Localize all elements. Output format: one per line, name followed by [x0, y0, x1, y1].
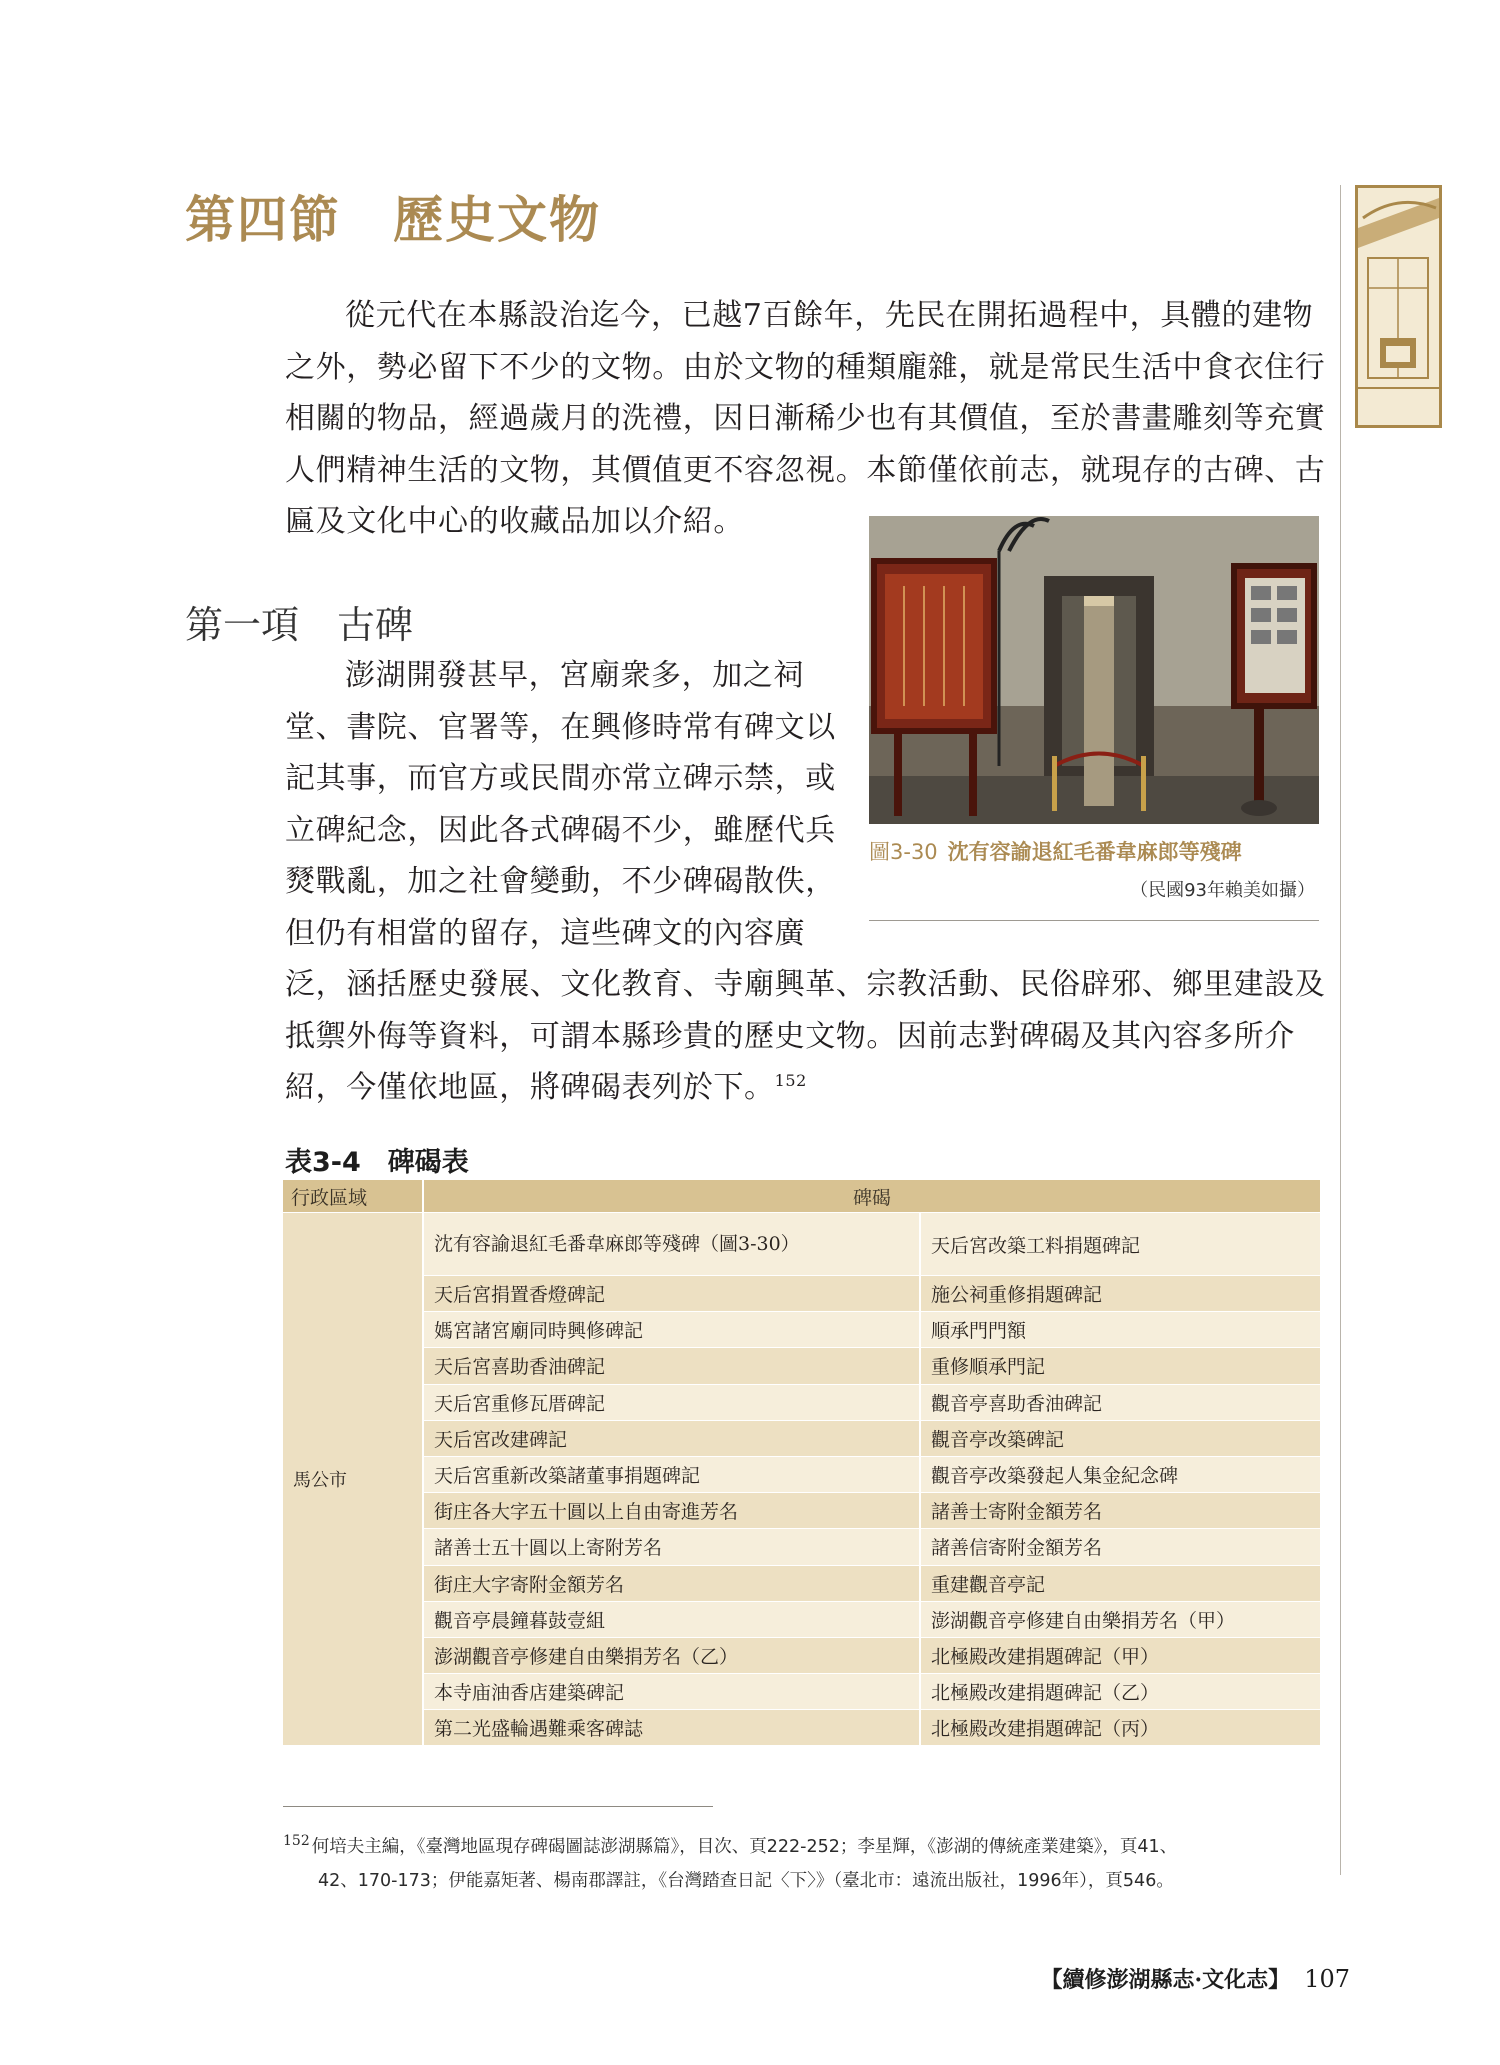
- table-row: [283, 1456, 1321, 1492]
- text-line: 抵禦外侮等資料，可謂本縣珍貴的歷史文物。因前志對碑碣及其內容多所介: [285, 1018, 1295, 1054]
- table-row: [283, 1420, 1321, 1456]
- table-cell: 天后宮捐置香燈碑記: [423, 1276, 920, 1312]
- intro-paragraph: [285, 290, 1325, 548]
- page-number: 107: [1304, 1965, 1350, 1993]
- table-cell: 重修順承門記: [920, 1348, 1321, 1384]
- text-line: 從元代在本縣設治迄今，已越7百餘年，先民在開拓過程中，具體的建物: [345, 298, 1314, 333]
- table-cell: 北極殿改建捐題碑記（乙）: [920, 1674, 1321, 1710]
- table-cell: 北極殿改建捐題碑記（甲）: [920, 1637, 1321, 1673]
- footnote: [283, 1824, 1333, 1898]
- text-line: 記其事，而官方或民間亦常立碑示禁，或: [285, 761, 836, 796]
- text-line: 人們精神生活的文物，其價值更不容忽視。本節僅依前志，就現存的古碑、古: [285, 452, 1326, 488]
- table-cell: 觀音亭晨鐘暮鼓壹組: [423, 1601, 920, 1637]
- table-cell: 北極殿改建捐題碑記（丙）: [920, 1710, 1321, 1746]
- table-cell: 天后宮改建碑記: [423, 1420, 920, 1456]
- text-line: 燹戰亂，加之社會變動，不少碑碣散佚，: [285, 864, 836, 899]
- table-cell: 第二光盛輪遇難乘客碑誌: [423, 1710, 920, 1746]
- text-line: 相關的物品，經過歲月的洗禮，因日漸稀少也有其價值，至於書畫雕刻等充實: [285, 401, 1326, 436]
- margin-rule: [1340, 185, 1341, 1875]
- region-cell: 馬公市: [283, 1213, 423, 1746]
- table-row: [283, 1276, 1321, 1312]
- table-cell: 本寺庙油香店建築碑記: [423, 1674, 920, 1710]
- table-cell: 觀音亭改築碑記: [920, 1420, 1321, 1456]
- table-cell: 天后宮改築工料捐題碑記: [920, 1213, 1321, 1276]
- table-cell: 天后宮重新改築諸董事捐題碑記: [423, 1456, 920, 1492]
- book-title: 【續修澎湖縣志·文化志】: [1040, 1967, 1291, 1993]
- table-cell: 天后宮喜助香油碑記: [423, 1348, 920, 1384]
- stele-table: [283, 1180, 1321, 1745]
- table-row: [283, 1710, 1321, 1746]
- text-line: 澎湖開發甚早，宮廟衆多，加之祠: [345, 658, 804, 693]
- table-cell: 澎湖觀音亭修建自由樂捐芳名（乙）: [423, 1637, 920, 1673]
- table-cell: 街庄各大字五十圓以上自由寄進芳名: [423, 1493, 920, 1529]
- table-cell: 諸善士五十圓以上寄附芳名: [423, 1529, 920, 1565]
- chapter-thumbnail-image: [1355, 185, 1442, 428]
- table-cell: 沈有容諭退紅毛番韋麻郎等殘碑（圖3-30）: [423, 1213, 920, 1276]
- table-cell: 諸善信寄附金額芳名: [920, 1529, 1321, 1565]
- table-row: [283, 1601, 1321, 1637]
- stele-photo: [869, 516, 1319, 824]
- column-header-stele: 碑碣: [423, 1180, 1321, 1213]
- figure-credit: （民國93年賴美如攝）: [1130, 880, 1315, 901]
- table-cell: 觀音亭改築發起人集金紀念碑: [920, 1456, 1321, 1492]
- table-row: [283, 1529, 1321, 1565]
- table-row: [283, 1493, 1321, 1529]
- section-title: 第四節 歷史文物: [185, 190, 601, 249]
- footnote-ref[interactable]: 152: [774, 1071, 807, 1090]
- table-row: [283, 1674, 1321, 1710]
- text-line: 但仍有相當的留存，這些碑文的內容廣: [285, 915, 806, 951]
- table-cell: 媽宮諸宮廟同時興修碑記: [423, 1312, 920, 1348]
- table-cell: 諸善士寄附金額芳名: [920, 1493, 1321, 1529]
- table-cell: 順承門門額: [920, 1312, 1321, 1348]
- footnote-line: [283, 1824, 1333, 1864]
- table-row: [283, 1384, 1321, 1420]
- table-cell: 澎湖觀音亭修建自由樂捐芳名（甲）: [920, 1601, 1321, 1637]
- table-row: [283, 1348, 1321, 1384]
- text-line: 泛，涵括歷史發展、文化教育、寺廟興革、宗教活動、民俗辟邪、鄉里建設及: [285, 967, 1326, 1002]
- footnote-divider: [283, 1806, 713, 1807]
- text-line: 匾及文化中心的收藏品加以介紹。: [285, 504, 744, 539]
- figure-caption: [869, 836, 1314, 866]
- footnote-number: 152: [283, 1833, 310, 1849]
- table-row: [283, 1637, 1321, 1673]
- text-line-content: 紹，今僅依地區，將碑碣表列於下。: [285, 1070, 775, 1105]
- stele-paragraph-continued: [285, 959, 1325, 1114]
- table-cell: 重建觀音亭記: [920, 1565, 1321, 1601]
- table-cell: 街庄大字寄附金額芳名: [423, 1565, 920, 1601]
- figure-number: 圖3-30: [869, 840, 938, 864]
- text-line: 堂、書院、官署等，在興修時常有碑文以: [285, 709, 836, 745]
- table-cell: 施公祠重修捐題碑記: [920, 1276, 1321, 1312]
- footnote-line: 42、170-173；伊能嘉矩著、楊南郡譯註，《台灣踏查日記〈下〉》（臺北市：遠流出版社，1996年），頁546。: [318, 1870, 1174, 1891]
- table-title: 表3-4 碑碣表: [285, 1147, 469, 1178]
- footnote-text: 何培夫主編，《臺灣地區現存碑碣圖誌澎湖縣篇》，目次、頁222-252；李星輝，《澎湖的傳統產業建築》，頁41、: [311, 1836, 1178, 1857]
- stele-paragraph: [285, 650, 845, 959]
- text-line: 之外，勢必留下不少的文物。由於文物的種類龐雜，就是常民生活中食衣住行: [285, 349, 1326, 385]
- figure-caption-text: 沈有容諭退紅毛番韋麻郎等殘碑: [947, 840, 1242, 864]
- running-footer: [1000, 1963, 1350, 1994]
- table-cell: 觀音亭喜助香油碑記: [920, 1384, 1321, 1420]
- subsection-title: 第一項 古碑: [185, 603, 414, 647]
- table-cell: 天后宮重修瓦厝碑記: [423, 1384, 920, 1420]
- table-row: [283, 1312, 1321, 1348]
- table-row: [283, 1565, 1321, 1601]
- caption-divider: [869, 920, 1319, 921]
- column-header-region: 行政區域: [283, 1180, 423, 1213]
- table-row: [283, 1213, 1321, 1276]
- text-line-last: [285, 1062, 1325, 1114]
- text-line: 立碑紀念，因此各式碑碣不少，雖歷代兵: [285, 812, 836, 848]
- table-header-row: [283, 1180, 1321, 1213]
